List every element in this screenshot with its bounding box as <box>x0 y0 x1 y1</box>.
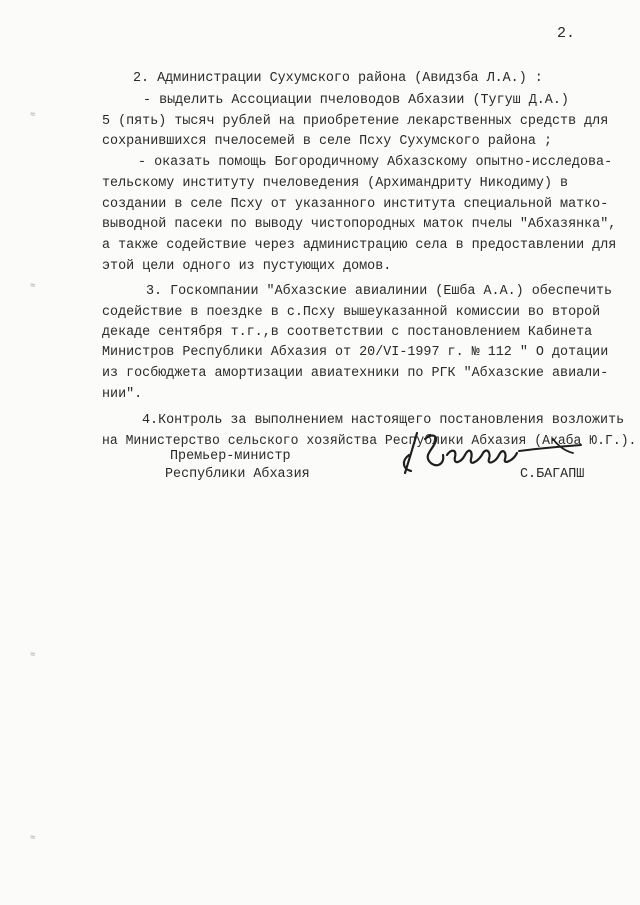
body-line: - выделить Ассоциации пчеловодов Абхазии (Тугуш Д.А.) <box>143 93 569 108</box>
body-line: тельскому институту пчеловедения (Архимандриту Никодиму) в <box>102 176 569 191</box>
binder-hole-mark: ≈ <box>30 281 36 291</box>
body-line: из госбюджета амортизации авиатехники по РГК "Абхазские авиали- <box>102 366 609 381</box>
body-line: декаде сентября т.г.,в соответствии с постановлением Кабинета <box>102 325 593 340</box>
signatory-title-line1: Премьер-министр <box>170 449 291 464</box>
body-line: а также содействие через администрацию села в предоставлении для <box>102 238 617 253</box>
body-line: 5 (пять) тысяч рублей на приобретение лекарственных средств для <box>102 114 609 129</box>
body-line: Министров Республики Абхазия от 20/VI-1997 г. № 112 " О дотации <box>102 345 609 360</box>
handwritten-signature <box>395 425 595 485</box>
page-number: 2. <box>557 25 576 42</box>
body-line: этой цели одного из пустующих домов. <box>102 259 392 274</box>
binder-hole-mark: ≈ <box>30 833 36 843</box>
binder-hole-mark: ≈ <box>30 650 36 660</box>
body-line: выводной пасеки по выводу чистопородных маток пчелы "Абхазянка", <box>102 217 617 232</box>
binder-hole-mark: ≈ <box>30 110 36 120</box>
body-line: 2. Администрации Сухумского района (Авидзба Л.А.) : <box>133 71 543 86</box>
body-line: содействие в поездке в с.Псху вышеуказанной комиссии во второй <box>102 305 601 320</box>
body-line: на Министерство сельского хозяйства Республики Абхазия (Акаба Ю.Г.). <box>102 434 637 449</box>
body-line: нии". <box>102 387 143 402</box>
signatory-title-line2: Республики Абхазия <box>165 467 310 482</box>
body-line: - оказать помощь Богородичному Абхазскому опытно-исследова- <box>138 155 613 170</box>
signatory-name: С.БАГАПШ <box>520 467 585 482</box>
body-line: 3. Госкомпании "Абхазские авиалинии (Ешба А.А.) обеспечить <box>146 284 613 299</box>
body-line: сохранившихся пчелосемей в селе Псху Сухумского района ; <box>102 134 552 149</box>
body-line: создании в селе Псху от указанного института специальной матко- <box>102 197 609 212</box>
body-line: 4.Контроль за выполнением настоящего постановления возложить <box>142 413 625 428</box>
